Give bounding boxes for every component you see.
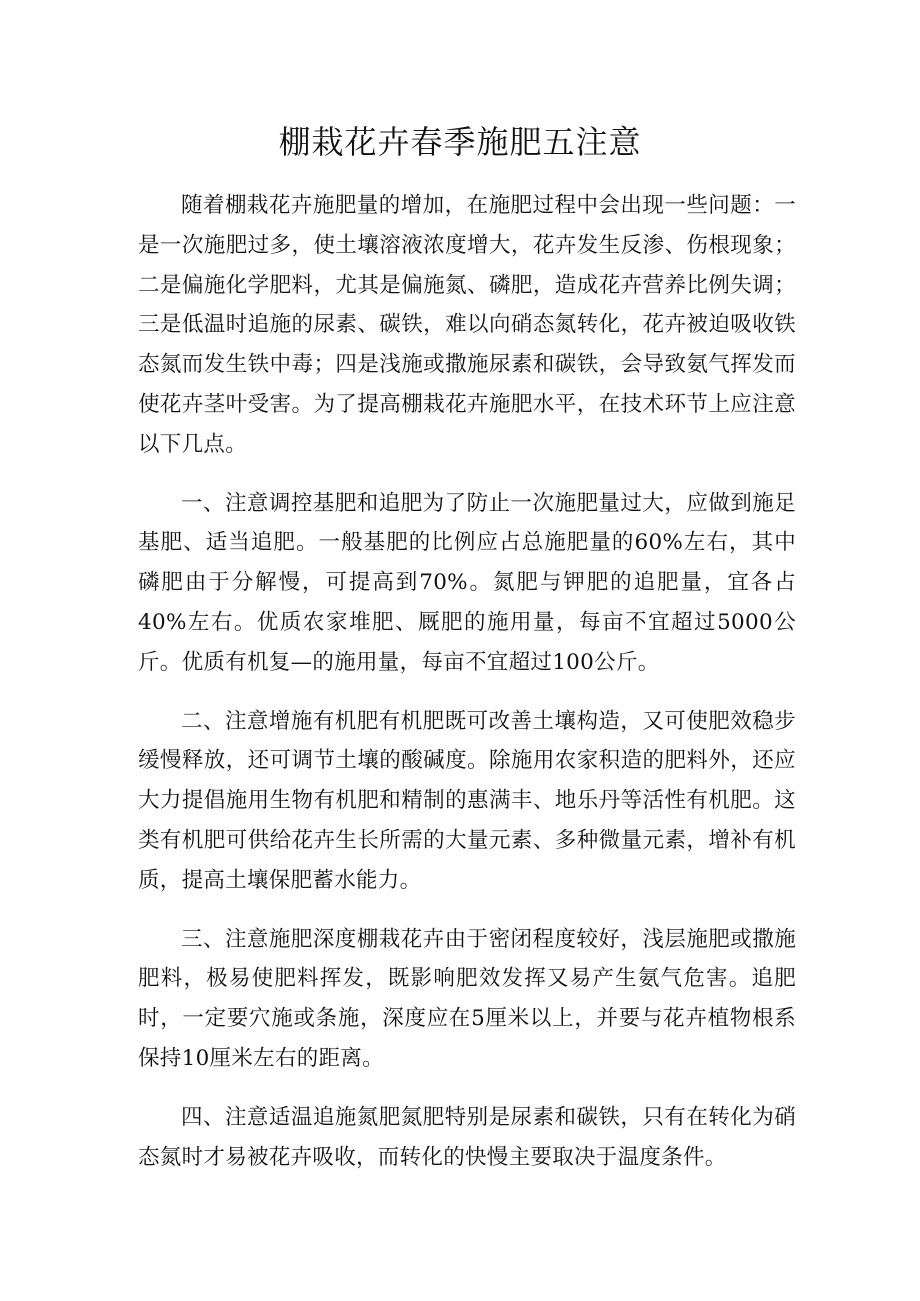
paragraph-section-1: 一、注意调控基肥和追肥为了防止一次施肥量过大，应做到施足基肥、适当追肥。一般基肥的比例应占总施肥量的60%左右，其中磷肥由于分解慢，可提高到70%。氮肥与钾肥的追肥量，宜各占40%左右。优质农家堆肥、厩肥的施用量，每亩不宜超过5000公斤。优质有机复—的施用量，每亩不宜超过100公斤。 (138, 490, 796, 675)
document-body (138, 186, 796, 1196)
paragraph-section-4: 四、注意适温追施氮肥氮肥特别是尿素和碳铁，只有在转化为硝态氮时才易被花卉吸收，而转化的快慢主要取决于温度条件。 (138, 1104, 796, 1170)
paragraph-intro: 随着棚栽花卉施肥量的增加，在施肥过程中会出现一些问题：一是一次施肥过多，使土壤溶液浓度增大，花卉发生反渗、伤根现象；二是偏施化学肥料，尤其是偏施氮、磷肥，造成花卉营养比例失调；三是低温时追施的尿素、碳铁，难以向硝态氮转化，花卉被迫吸收铁态氮而发生铁中毒；四是浅施或撒施尿素和碳铁，会导致氨气挥发而使花卉茎叶受害。为了提高棚栽花卉施肥水平，在技术环节上应注意以下几点。 (138, 193, 796, 457)
document-title: 棚栽花卉春季施肥五注意 (278, 123, 642, 161)
paragraph-section-2: 二、注意增施有机肥有机肥既可改善土壤构造，又可使肥效稳步缓慢释放，还可调节土壤的酸碱度。除施用农家积造的肥料外，还应大力提倡施用生物有机肥和精制的惠满丰、地乐丹等活性有机肥。这类有机肥可供给花卉生长所需的大量元素、多种微量元素，增补有机质，提高土壤保肥蓄水能力。 (138, 708, 796, 893)
paragraph-section-3: 三、注意施肥深度棚栽花卉由于密闭程度较好，浅层施肥或撒施肥料，极易使肥料挥发，既影响肥效发挥又易产生氨气危害。追肥时，一定要穴施或条施，深度应在5厘米以上，并要与花卉植物根系保持10厘米左右的距离。 (138, 926, 796, 1071)
